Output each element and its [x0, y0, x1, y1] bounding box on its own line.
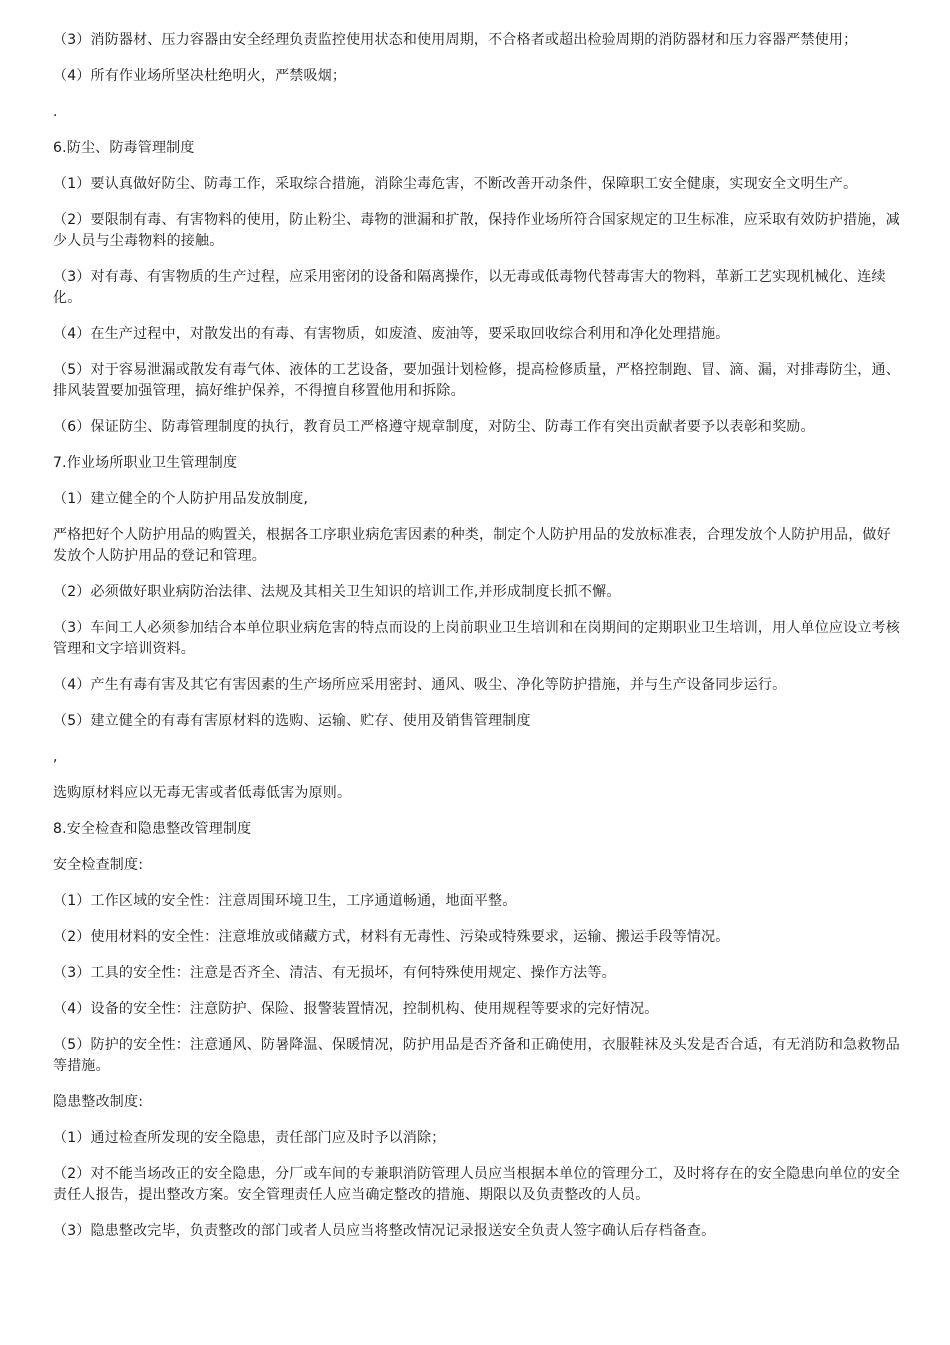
paragraph: （2）使用材料的安全性：注意堆放或储藏方式，材料有无毒性、污染或特殊要求，运输、搬运手段等情况。 [53, 929, 730, 945]
paragraph: 选购原材料应以无毒无害或者低毒低害为原则。 [53, 785, 352, 801]
paragraph: （1）工作区域的安全性：注意周围环境卫生，工序通道畅通，地面平整。 [53, 893, 517, 909]
paragraph: （2）要限制有毒、有害物料的使用，防止粉尘、毒物的泄漏和扩散，保持作业场所符合国家规定的卫生标准，应采取有效防护措施，减少人员与尘毒物料的接触。 [53, 212, 900, 249]
section-heading: 6.防尘、防毒管理制度 [53, 140, 195, 156]
subsection-heading: 安全检查制度: [53, 857, 144, 873]
subsection-heading: 隐患整改制度: [53, 1094, 144, 1110]
paragraph: （1）要认真做好防尘、防毒工作，采取综合措施，消除尘毒危害，不断改善开动条件，保障职工安全健康，实现安全文明生产。 [53, 176, 858, 192]
paragraph: （2）必须做好职业病防治法律、法规及其相关卫生知识的培训工作,并形成制度长抓不懈。 [53, 584, 621, 600]
paragraph: （3）对有毒、有害物质的生产过程，应采用密闭的设备和隔离操作，以无毒或低毒物代替毒害大的物料，革新工艺实现机械化、连续化。 [53, 269, 886, 306]
paragraph: （5）防护的安全性：注意通风、防暑降温、保暖情况，防护用品是否齐备和正确使用，衣服鞋袜及头发是否合适，有无消防和急救物品等措施。 [53, 1037, 900, 1074]
paragraph: （3）消防器材、压力容器由安全经理负责监控使用状态和使用周期，不合格者或超出检验周期的消防器材和压力容器严禁使用； [53, 32, 858, 48]
paragraph: （3）车间工人必须参加结合本单位职业病危害的特点而设的上岗前职业卫生培训和在岗期间的定期职业卫生培训，用人单位应设立考核管理和文字培训资料。 [53, 620, 900, 657]
section-heading: 8.安全检查和隐患整改管理制度 [53, 821, 252, 837]
stray-mark: , [53, 749, 58, 765]
paragraph: （1）通过检查所发现的安全隐患，责任部门应及时予以消除； [53, 1130, 446, 1146]
document-body [53, 30, 903, 1257]
paragraph: 严格把好个人防护用品的购置关，根据各工序职业病危害因素的种类，制定个人防护用品的发放标准表，合理发放个人防护用品，做好发放个人防护用品的登记和管理。 [53, 527, 891, 564]
paragraph: （4）产生有毒有害及其它有害因素的生产场所应采用密封、通风、吸尘、净化等防护措施，并与生产设备同步运行。 [53, 677, 787, 693]
paragraph: （1）建立健全的个人防护用品发放制度, [53, 491, 309, 507]
stray-mark: . [53, 104, 58, 120]
paragraph: （3）工具的安全性：注意是否齐全、清洁、有无损坏，有何特殊使用规定、操作方法等。 [53, 965, 616, 981]
paragraph: （4）在生产过程中，对散发出的有毒、有害物质，如废渣、废油等，要采取回收综合利用和净化处理措施。 [53, 326, 730, 342]
paragraph: （6）保证防尘、防毒管理制度的执行，教育员工严格遵守规章制度，对防尘、防毒工作有突出贡献者要予以表彰和奖励。 [53, 419, 815, 435]
paragraph: （5）建立健全的有毒有害原材料的选购、运输、贮存、使用及销售管理制度 [53, 713, 531, 729]
paragraph: （4）设备的安全性：注意防护、保险、报警装置情况，控制机构、使用规程等要求的完好情况。 [53, 1001, 659, 1017]
paragraph: （5）对于容易泄漏或散发有毒气体、液体的工艺设备，要加强计划检修，提高检修质量，严格控制跑、冒、滴、漏，对排毒防尘，通、排风装置要加强管理，搞好维护保养，不得擅自移置他用和拆除。 [53, 362, 900, 399]
section-heading: 7.作业场所职业卫生管理制度 [53, 455, 238, 471]
paragraph: （3）隐患整改完毕，负责整改的部门或者人员应当将整改情况记录报送安全负责人签字确认后存档备查。 [53, 1223, 716, 1239]
paragraph: （4）所有作业场所坚决杜绝明火，严禁吸烟； [53, 68, 347, 84]
paragraph: （2）对不能当场改正的安全隐患，分厂或车间的专兼职消防管理人员应当根据本单位的管理分工，及时将存在的安全隐患向单位的安全责任人报告，提出整改方案。安全管理责任人应当确定整改的措施、期限以及负责整改的人员。 [53, 1166, 900, 1203]
